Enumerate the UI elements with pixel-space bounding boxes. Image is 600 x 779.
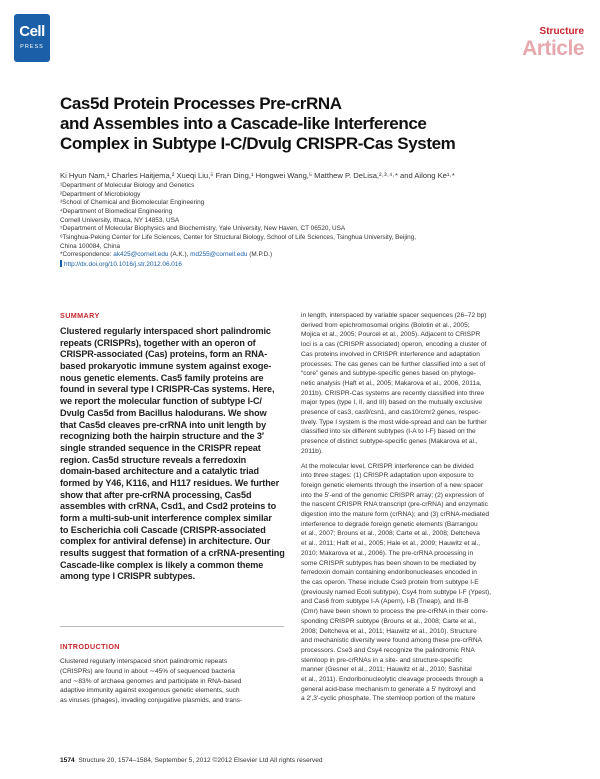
- text-line: processors. Cse3 and Csy4 recognize the palindromic RNA: [301, 646, 475, 654]
- text-line: and ∼83% of archaea genomes and participate in RNA-based: [60, 677, 242, 685]
- text-line: presence of distinct subtype-specific genes (Makarova et al.,: [301, 438, 478, 446]
- text-line: show that after pre-crRNA processing, Cas5d: [60, 489, 252, 500]
- text-line: Mojica et al., 2005; Pourcel et al., 2005). Adjacent to CRISPR: [301, 331, 481, 339]
- correspondence-label: *Correspondence:: [60, 251, 114, 259]
- correspondence-mid: (A.K.),: [168, 251, 191, 259]
- text-line: results suggest that formation of a crRNA-presenting: [60, 548, 285, 559]
- text-line: (previously named Ecoli subtype), Csy4 from subtype I-F (Ypest),: [301, 588, 492, 596]
- citation-line: Structure 20, 1574–1584, September 5, 2012 ©2012 Elsevier Ltd All rights reserved: [78, 757, 323, 764]
- text-line: stemloop in pre-crRNAs in a site- and structure-specific: [301, 656, 463, 664]
- text-line: foreign genetic elements through the insertion of a new spacer: [301, 481, 484, 489]
- affiliation-1: ¹Department of Molecular Biology and Genetics: [60, 182, 195, 189]
- paragraph-1: [301, 311, 551, 457]
- affiliations: [60, 182, 550, 270]
- text-line: et al., 2007; Brouns et al., 2008; Carte et al., 2008; Deltcheva: [301, 530, 480, 538]
- text-line: digestion into the mature form (crRNA); and (3) crRNA-mediated: [301, 511, 489, 519]
- text-line: tively. Type I system is the most wide-spread and can be further: [301, 418, 487, 426]
- affiliation-2: ²Department of Microbiology: [60, 190, 141, 198]
- doi-row: [60, 260, 550, 270]
- text-line: At the molecular level, CRISPR interference can be divided: [301, 462, 474, 470]
- logo-press: PRESS: [20, 44, 44, 50]
- text-line: major types (type I, II, and III) based on the mutually exclusive: [301, 399, 483, 407]
- logo-word: Cell: [19, 23, 45, 40]
- text-line: as viruses (phages), invading conjugative plasmids, and trans-: [60, 697, 243, 704]
- email-link-ak[interactable]: ak425@cornell.edu: [113, 251, 169, 259]
- text-line: derived from epichromosomal origins (Bolotin et al., 2005;: [301, 321, 470, 329]
- affiliation-4-city: Cornell University, Ithaca, NY 14853, USA: [60, 216, 180, 224]
- text-line: and Cas6 from subtype I-A (Apern), I-B (Tneap), and III-B: [301, 598, 469, 606]
- text-line: form a multi-sub-unit interference complex similar: [60, 513, 272, 523]
- text-line: domain-based architecture and a catalytic triad: [60, 466, 259, 477]
- page-number: 1574: [60, 757, 75, 764]
- text-line: into three stages: (1) CRISPR adaptation upon exposure to: [301, 472, 474, 480]
- text-line: into the 5′-end of the genomic CRISPR array; (2) expression of: [301, 491, 485, 499]
- text-line: general acid-base mechanism to generate a 5′ hydroxyl and: [301, 685, 476, 693]
- text-line: and mechanistic diversity were found among these pre-crRNA: [301, 637, 483, 645]
- text-line: region. Cas5d structure reveals a ferredoxin: [60, 454, 247, 465]
- summary-body: [60, 326, 284, 583]
- text-line: et al., 2011). Endoribonucleolytic cleavage proceeds through a: [301, 676, 484, 684]
- title-line-1: Cas5d Protein Processes Pre-crRNA: [60, 94, 342, 113]
- doi-link[interactable]: http://dx.doi.org/10.1016/j.str.2012.06.016: [64, 260, 182, 268]
- text-line: (Cmr) have been shown to process the pre-crRNA in their corre-: [301, 608, 488, 616]
- text-line: CRISPR-associated (Cas) proteins, form an RNA-: [60, 349, 268, 360]
- title-line-3: Complex in Subtype I-C/Dvulg CRISPR-Cas System: [60, 134, 456, 153]
- text-line: that Cas5d cleaves pre-crRNA into unit length by: [60, 419, 267, 430]
- text-line: 2011b). CRISPR-Cas systems are recently classified into three: [301, 389, 485, 397]
- introduction-heading: INTRODUCTION: [60, 642, 120, 651]
- text-line: manner (Gesner et al., 2011; Hauwitz et al., 2010; Sashital: [301, 666, 472, 674]
- text-line: some CRISPR subtypes has been shown to be mediated by: [301, 559, 477, 567]
- journal-name: Structure: [539, 26, 584, 37]
- text-line: in length, interspaced by variable spacer sequences (26–72 bp): [301, 312, 487, 319]
- correspondence: [60, 251, 550, 260]
- text-line: single stranded sequence in the CRISPR repeat: [60, 442, 261, 453]
- text-line: found in several type I CRISPR-Cas systems. Here,: [60, 384, 275, 395]
- introduction-body: [60, 657, 284, 706]
- text-line: Cascade-like complex is likely a common theme: [60, 559, 264, 570]
- text-line: the cas operon. These include Cse3 protein from subtype I-E: [301, 578, 479, 586]
- text-line: (CRISPRs) are found in about ∼45% of sequenced bacteria: [60, 667, 235, 675]
- summary-heading: SUMMARY: [60, 311, 100, 320]
- text-line: based prokaryotic immune system against exoge-: [60, 361, 272, 372]
- text-line: loci is a cas (CRISPR associated) operon, encoding a cluster of: [301, 341, 487, 349]
- text-line: complex for antiviral defense) in architecture. Our: [60, 536, 271, 547]
- text-line: interference to degrade foreign genetic elements (Barrangou: [301, 520, 478, 528]
- text-line: a 2′,3′-cyclic phosphate. The stemloop portion of the mature: [301, 695, 476, 703]
- correspondence-end: (M.P.D.): [247, 251, 273, 259]
- text-line: sponding CRISPR subtype (Brouns et al., 2008; Carte et al.,: [301, 617, 477, 625]
- text-line: “core” genes and subtype-specific genes based on phyloge-: [301, 370, 476, 378]
- paragraph-2: [301, 462, 551, 705]
- text-line: et al., 2011; Haft et al., 2005; Hale et al., 2009; Hauwitz et al.,: [301, 540, 481, 548]
- text-line: we report the molecular function of subtype I-C/: [60, 396, 262, 407]
- text-line: Cas proteins involved in CRISPR interference and adaptation: [301, 350, 480, 358]
- affiliation-3: ³School of Chemical and Biomolecular Engineering: [60, 199, 205, 207]
- article-title: [60, 94, 520, 154]
- page-footer: [60, 757, 323, 764]
- text-line: adaptive immunity against exogenous genetic elements, such: [60, 687, 240, 695]
- text-line: nous genetic elements. Cas5 family proteins are: [60, 372, 264, 383]
- text-line: ferredoxin domain containing endoribonucleases encoded in: [301, 569, 477, 577]
- text-line: repeats (CRISPRs), together with an operon of: [60, 337, 256, 348]
- text-line: assembles with crRNA, Csd1, and Csd2 proteins to: [60, 501, 277, 512]
- text-line: Clustered regularly interspaced short palindromic: [60, 326, 271, 336]
- text-line: Clustered regularly interspaced short palindromic repeats: [60, 658, 228, 665]
- affiliation-5: ⁵Department of Molecular Biophysics and Biochemistry, Yale University, New Haven, CT 06520, USA: [60, 225, 346, 233]
- text-line: 2011b).: [301, 447, 323, 455]
- right-column: [301, 311, 551, 704]
- article-type: Article: [522, 37, 584, 60]
- text-line: processes. The cas genes can be further classified into a set of: [301, 360, 486, 368]
- text-line: Dvulg Cas5d from Bacillus halodurans. We show: [60, 407, 267, 418]
- text-line: recognizing both the hairpin structure and the 3′: [60, 431, 264, 442]
- affiliation-6: ⁶Tsinghua-Peking Center for Life Sciences, Center for Structural Biology, School of Life Sciences, Tsinghua University, Beijing,: [60, 233, 417, 241]
- affiliation-4: ⁴Department of Biomedical Engineering: [60, 207, 173, 215]
- email-link-md[interactable]: md255@cornell.edu: [190, 251, 248, 259]
- text-line: netic analysis (Haft et al., 2005; Makarova et al., 2006, 2011a,: [301, 379, 482, 387]
- text-line: presence of cas3, cas9/csn1, and cas10/cmr2 genes, respec-: [301, 409, 481, 417]
- text-line: formed by Y46, K116, and H117 residues. We further: [60, 477, 280, 488]
- section-divider: [60, 626, 284, 627]
- cell-press-logo: [14, 14, 50, 62]
- text-line: classified into six different subtypes (I-A to I-F) based on the: [301, 428, 476, 436]
- title-line-2: and Assembles into a Cascade-like Interference: [60, 114, 427, 133]
- text-line: among type I CRISPR subtypes.: [60, 571, 196, 582]
- text-line: 2008; Deltcheva et al., 2011; Hauwitz et al., 2010). Structure: [301, 627, 477, 635]
- author-list: Ki Hyun Nam,¹ Charles Haitjema,² Xueqi Liu,⁵ Fran Ding,¹ Hongwei Wang,⁵ Matthew P. DeLisa,²·³·⁴·* and Ailong Ke¹·*: [60, 171, 455, 180]
- text-line: to Escherichia coli Cascade (CRISPR-associated: [60, 524, 266, 535]
- text-line: 2010; Makarova et al., 2006). The pre-crRNA processing in: [301, 549, 474, 557]
- text-line: the nascent CRISPR RNA transcript (pre-crRNA) and enzymatic: [301, 501, 488, 509]
- affiliation-6-city: China 100084, China: [60, 242, 121, 250]
- doi-bar-icon: [60, 260, 62, 267]
